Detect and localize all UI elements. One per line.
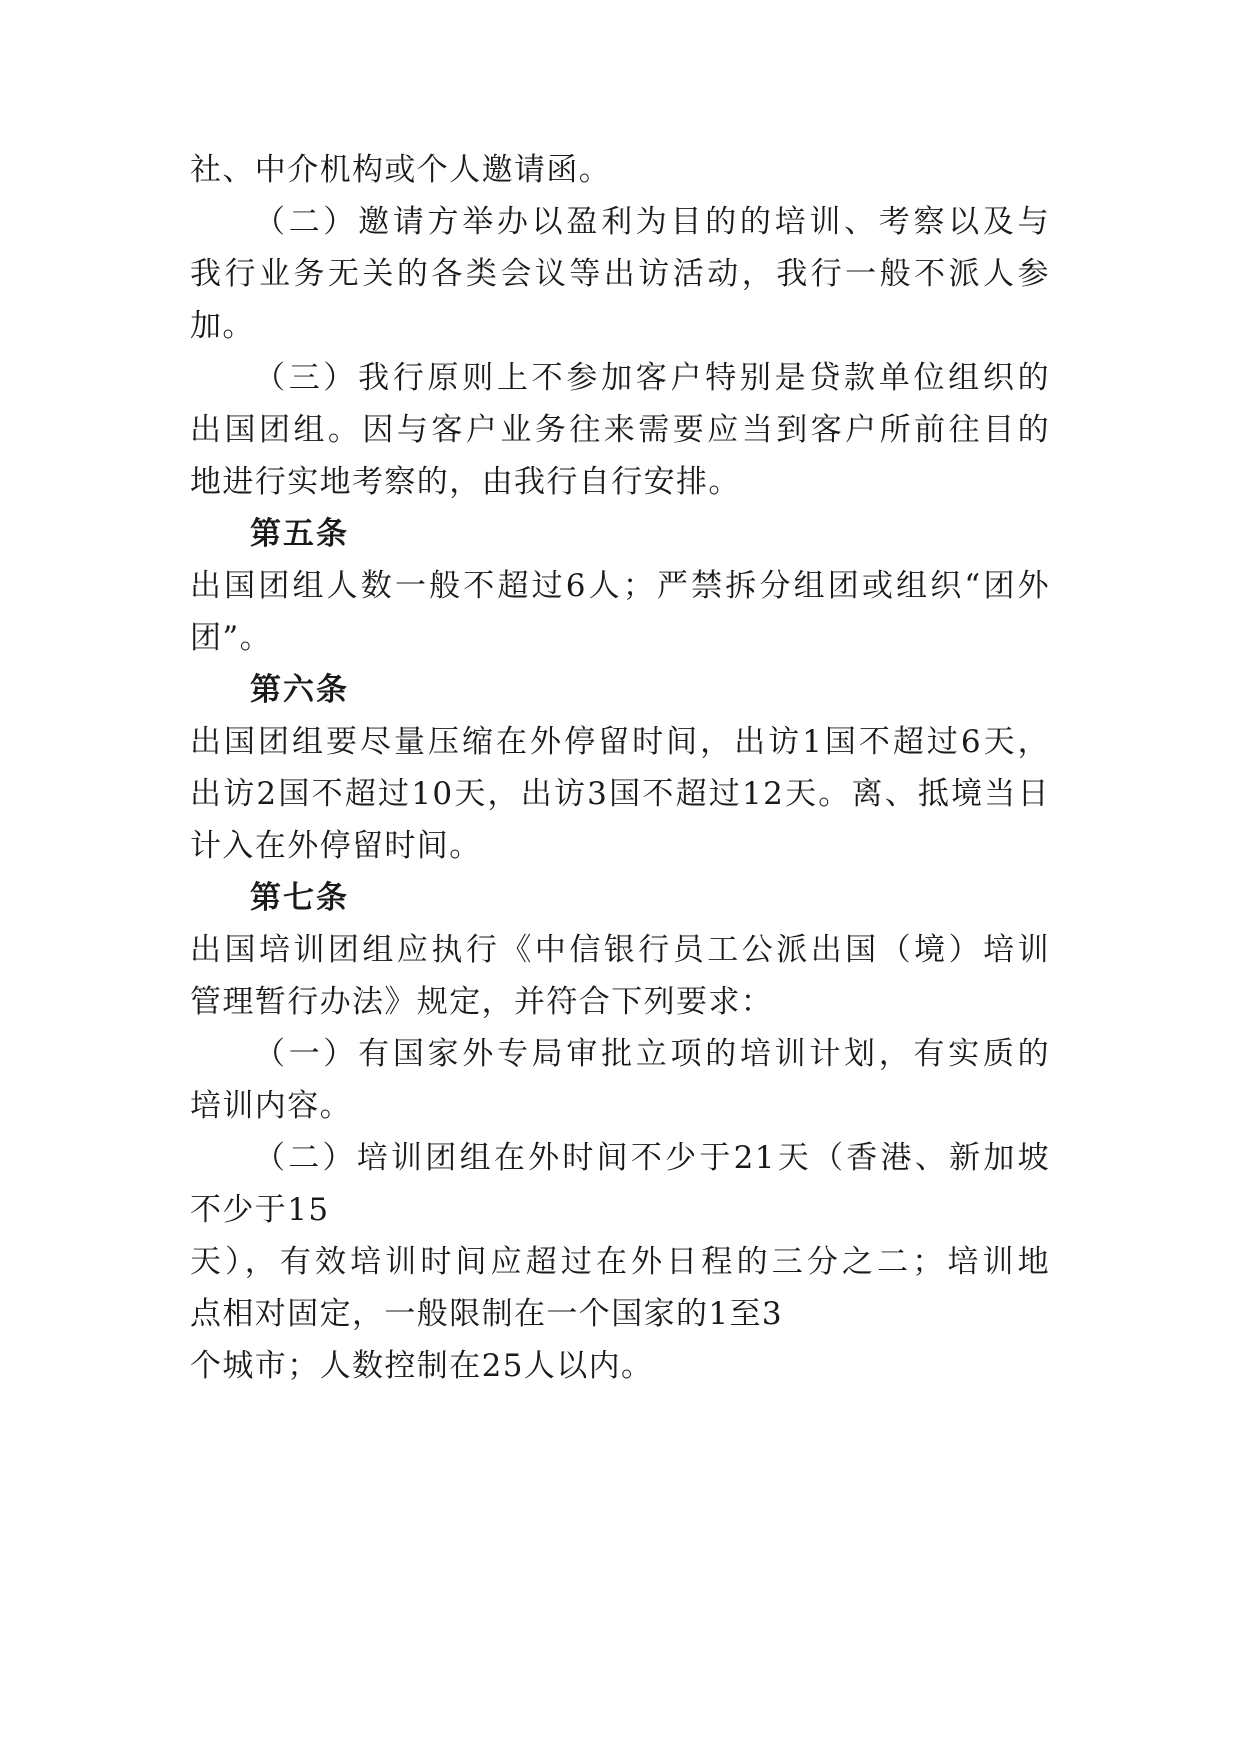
text-line: 出国团组要尽量压缩在外停留时间，出访1国不超过6天， bbox=[190, 724, 1050, 760]
text-line: 出访2国不超过10天，出访3国不超过12天。离、抵境当日 bbox=[190, 776, 1050, 812]
article-heading: 第七条 bbox=[250, 880, 349, 916]
text-line: 点相对固定，一般限制在一个国家的1至3 bbox=[190, 1296, 784, 1332]
text-line: 团”。 bbox=[190, 620, 273, 656]
text-line: 不少于15 bbox=[190, 1192, 330, 1228]
article-heading: 第五条 bbox=[250, 516, 349, 552]
article-heading: 第六条 bbox=[250, 672, 349, 708]
text-line: 个城市；人数控制在25人以内。 bbox=[190, 1348, 654, 1384]
text-line: 社、中介机构或个人邀请函。 bbox=[190, 152, 612, 188]
text-line: 出国培训团组应执行《中信银行员工公派出国（境）培训 bbox=[190, 932, 1050, 968]
text-line: 培训内容。 bbox=[190, 1088, 352, 1124]
text-line: 天），有效培训时间应超过在外日程的三分之二；培训地 bbox=[190, 1244, 1050, 1280]
text-line: 出国团组人数一般不超过6人；严禁拆分组团或组织“团外 bbox=[190, 568, 1050, 604]
text-line: （二）邀请方举办以盈利为目的的培训、考察以及与 bbox=[254, 204, 1050, 240]
text-line: （二）培训团组在外时间不少于21天（香港、新加坡 bbox=[254, 1140, 1050, 1176]
text-line: 管理暂行办法》规定，并符合下列要求： bbox=[190, 984, 774, 1020]
text-line: （一）有国家外专局审批立项的培训计划，有实质的 bbox=[254, 1036, 1050, 1072]
text-line: （三）我行原则上不参加客户特别是贷款单位组织的 bbox=[254, 360, 1050, 396]
text-line: 我行业务无关的各类会议等出访活动，我行一般不派人参 bbox=[190, 256, 1050, 292]
text-line: 地进行实地考察的，由我行自行安排。 bbox=[190, 464, 741, 500]
text-line: 计入在外停留时间。 bbox=[190, 828, 482, 864]
text-line: 出国团组。因与客户业务往来需要应当到客户所前往目的 bbox=[190, 412, 1050, 448]
text-line: 加。 bbox=[190, 308, 255, 344]
